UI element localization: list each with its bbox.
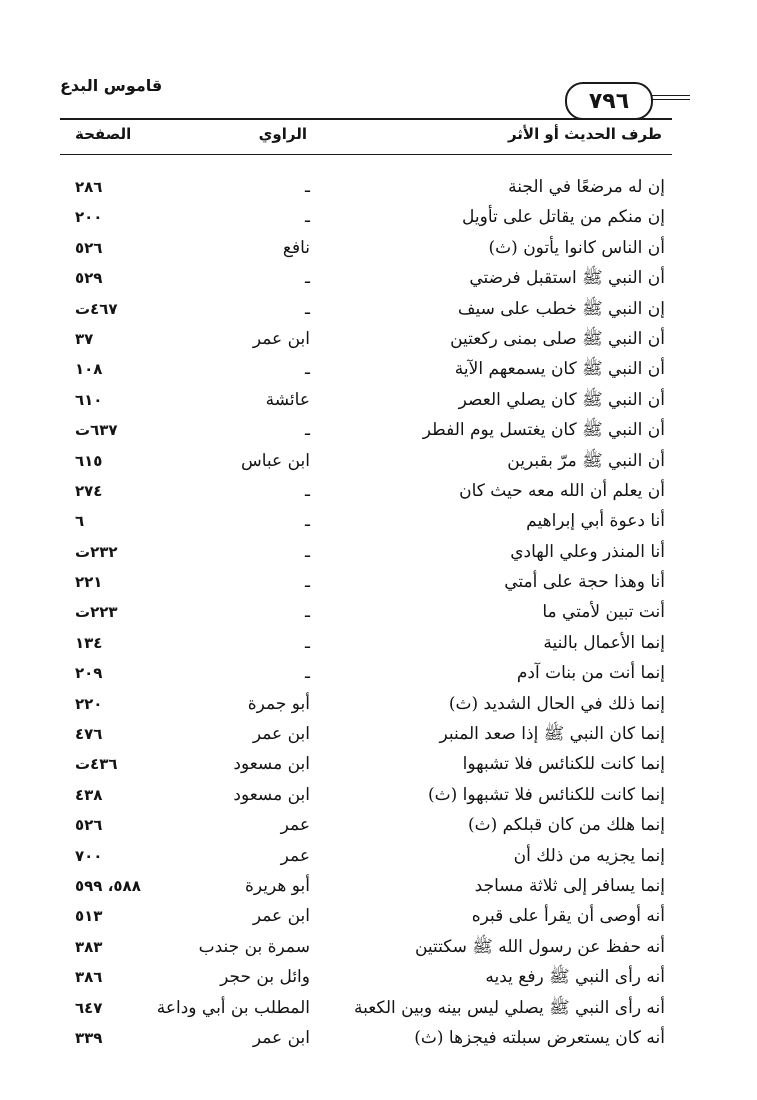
table-row [60,658,665,688]
table-row [60,172,665,202]
page-reference: ٦٣٧ت [75,421,118,440]
page-reference: ٢٢٠ [75,694,103,713]
hadith-text: أنت تبين لأمتي ما [542,602,665,623]
narrator-name: ابن عمر [252,906,310,927]
hadith-text: أنه أوصى أن يقرأ على قبره [471,906,665,927]
table-row [60,628,665,658]
table-row [60,263,665,293]
narrator-name: عمر [280,845,310,866]
narrator-name: ـ [305,480,310,501]
narrator-name: ابن مسعود [233,784,310,805]
page-reference: ٣٧ [75,329,94,348]
page-reference: ٥٢٦ [75,816,103,835]
hadith-text: أن النبي ﷺ مرّ بقبرين [507,450,665,471]
table-row [60,780,665,810]
hadith-text: إنما كانت للكنائس فلا تشبهوا (ث) [428,784,665,805]
hadith-text: أن النبي ﷺ صلى بمنى ركعتين [450,328,665,349]
page-number: ٧٩٦ [588,88,630,114]
page-reference: ٢٠٩ [75,664,103,683]
page-reference: ٥١٣ [75,907,103,926]
table-row [60,810,665,840]
badge-ornament-line [650,99,690,100]
narrator-name: ـ [305,572,310,593]
narrator-name: وائل بن حجر [220,967,310,988]
table-row [60,597,665,627]
hadith-text: إن منكم من يقاتل على تأويل [462,207,665,228]
narrator-name: عائشة [265,389,310,410]
hadith-text: أن الناس كانوا يأتون (ث) [488,237,665,258]
narrator-name: ـ [305,541,310,562]
page-reference: ٢٨٦ [75,178,103,196]
table-row [60,233,665,263]
hadith-text: إنما كانت للكنائس فلا تشبهوا [462,754,665,775]
page-reference: ٥٨٨، ٥٩٩ [75,876,141,895]
index-table [60,172,665,1053]
table-row [60,689,665,719]
page-reference: ٢٧٤ [75,481,103,500]
narrator-name: سمرة بن جندب [198,936,310,957]
page-reference: ١٠٨ [75,360,103,379]
table-row [60,202,665,232]
hadith-text: أنا وهذا حجة على أمتي [504,572,665,593]
page-reference: ١٣٤ [75,633,103,652]
narrator-name: ابن عمر [252,1027,310,1048]
narrator-name: ـ [305,511,310,532]
table-row [60,901,665,931]
narrator-name: ـ [305,298,310,319]
table-row [60,993,665,1023]
narrator-name: أبو جمرة [247,693,310,714]
column-header-narrator: الراوي [258,125,307,143]
page-reference: ٣٨٦ [75,968,103,987]
table-row [60,506,665,536]
hadith-text: إنما يسافر إلى ثلاثة مساجد [474,875,665,896]
table-row [60,324,665,354]
table-row [60,932,665,962]
table-row [60,537,665,567]
narrator-name: ـ [305,632,310,653]
hadith-text: أن النبي ﷺ كان يصلي العصر [458,389,665,410]
hadith-text: إنما ذلك في الحال الشديد (ث) [448,693,665,714]
page-reference: ٤٣٨ [75,785,103,804]
table-row [60,446,665,476]
hadith-text: إنما كان النبي ﷺ إذا صعد المنبر [439,724,665,745]
page-reference: ٦١٥ [75,451,103,470]
column-header-page: الصفحة [75,125,132,143]
table-row [60,1023,665,1053]
narrator-name: ـ [305,268,310,289]
page-reference: ٦ [75,512,85,531]
hadith-text: أنا المنذر وعلي الهادي [510,541,665,562]
narrator-name: أبو هريرة [244,875,310,896]
narrator-name: ـ [305,420,310,441]
table-row [60,871,665,901]
hadith-text: إن له مرضعًا في الجنة [508,177,665,197]
page-number-badge [565,82,653,120]
narrator-name: ابن عمر [252,724,310,745]
page-reference: ٢٣٢ت [75,542,118,561]
table-row [60,567,665,597]
hadith-text: أن النبي ﷺ استقبل فرضتي [469,268,665,289]
page-reference: ٤٧٦ [75,725,103,744]
page-reference: ٧٠٠ [75,846,103,865]
hadith-text: إنما هلك من كان قبلكم (ث) [467,815,665,836]
page-reference: ٢٠٠ [75,208,103,227]
hadith-text: أنا دعوة أبي إبراهيم [526,511,665,532]
hadith-text: أن النبي ﷺ كان يسمعهم الآية [454,359,665,380]
narrator-name: ابن عباس [240,450,310,471]
narrator-name: ابن عمر [252,328,310,349]
table-row [60,962,665,992]
narrator-name: ـ [305,207,310,228]
hadith-text: أنه حفظ عن رسول الله ﷺ سكتتين [414,936,665,957]
table-row [60,354,665,384]
page-reference: ٦٤٧ [75,998,103,1017]
table-row [60,385,665,415]
hadith-text: أن يعلم أن الله معه حيث كان [459,480,665,501]
table-row [60,415,665,445]
page-reference: ٣٣٩ [75,1028,103,1047]
column-header-hadith: طرف الحديث أو الأثر [507,125,662,143]
narrator-name: ـ [305,602,310,623]
badge-ornament-line [650,95,690,96]
running-header [60,70,672,126]
narrator-name: ابن مسعود [233,754,310,775]
page-reference: ٤٣٦ت [75,755,118,774]
table-row [60,719,665,749]
narrator-name: ـ [305,177,310,197]
narrator-name: عمر [280,815,310,836]
page-reference: ٣٨٣ [75,937,103,956]
page-reference: ٥٢٩ [75,269,103,288]
hadith-text: إنما أنت من بنات آدم [516,663,665,684]
page-reference: ٢٢١ [75,573,103,592]
table-row [60,476,665,506]
narrator-name: نافع [282,237,310,258]
narrator-name: ـ [305,359,310,380]
book-title: قاموس البدع [60,76,163,95]
page-reference: ٢٢٣ت [75,603,118,622]
hadith-text: إنما الأعمال بالنية [543,632,665,653]
narrator-name: المطلب بن أبي وداعة [156,997,310,1018]
hadith-text: أن النبي ﷺ كان يغتسل يوم الفطر [422,420,665,441]
narrator-name: ـ [305,663,310,684]
hadith-text: إن النبي ﷺ خطب على سيف [457,298,665,319]
hadith-text: أنه رأى النبي ﷺ رفع يديه [485,967,665,988]
page-reference: ٥٢٦ [75,238,103,257]
table-row [60,294,665,324]
page-reference: ٤٦٧ت [75,299,118,318]
table-row [60,749,665,779]
hadith-text: أنه كان يستعرض سبلته فيجزها (ث) [414,1027,665,1048]
hadith-text: إنما يجزيه من ذلك أن [513,845,665,866]
table-row [60,841,665,871]
column-header-rule [60,154,672,155]
hadith-text: أنه رأى النبي ﷺ يصلي ليس بينه وبين الكعبة [353,997,665,1018]
page-reference: ٦١٠ [75,390,103,409]
